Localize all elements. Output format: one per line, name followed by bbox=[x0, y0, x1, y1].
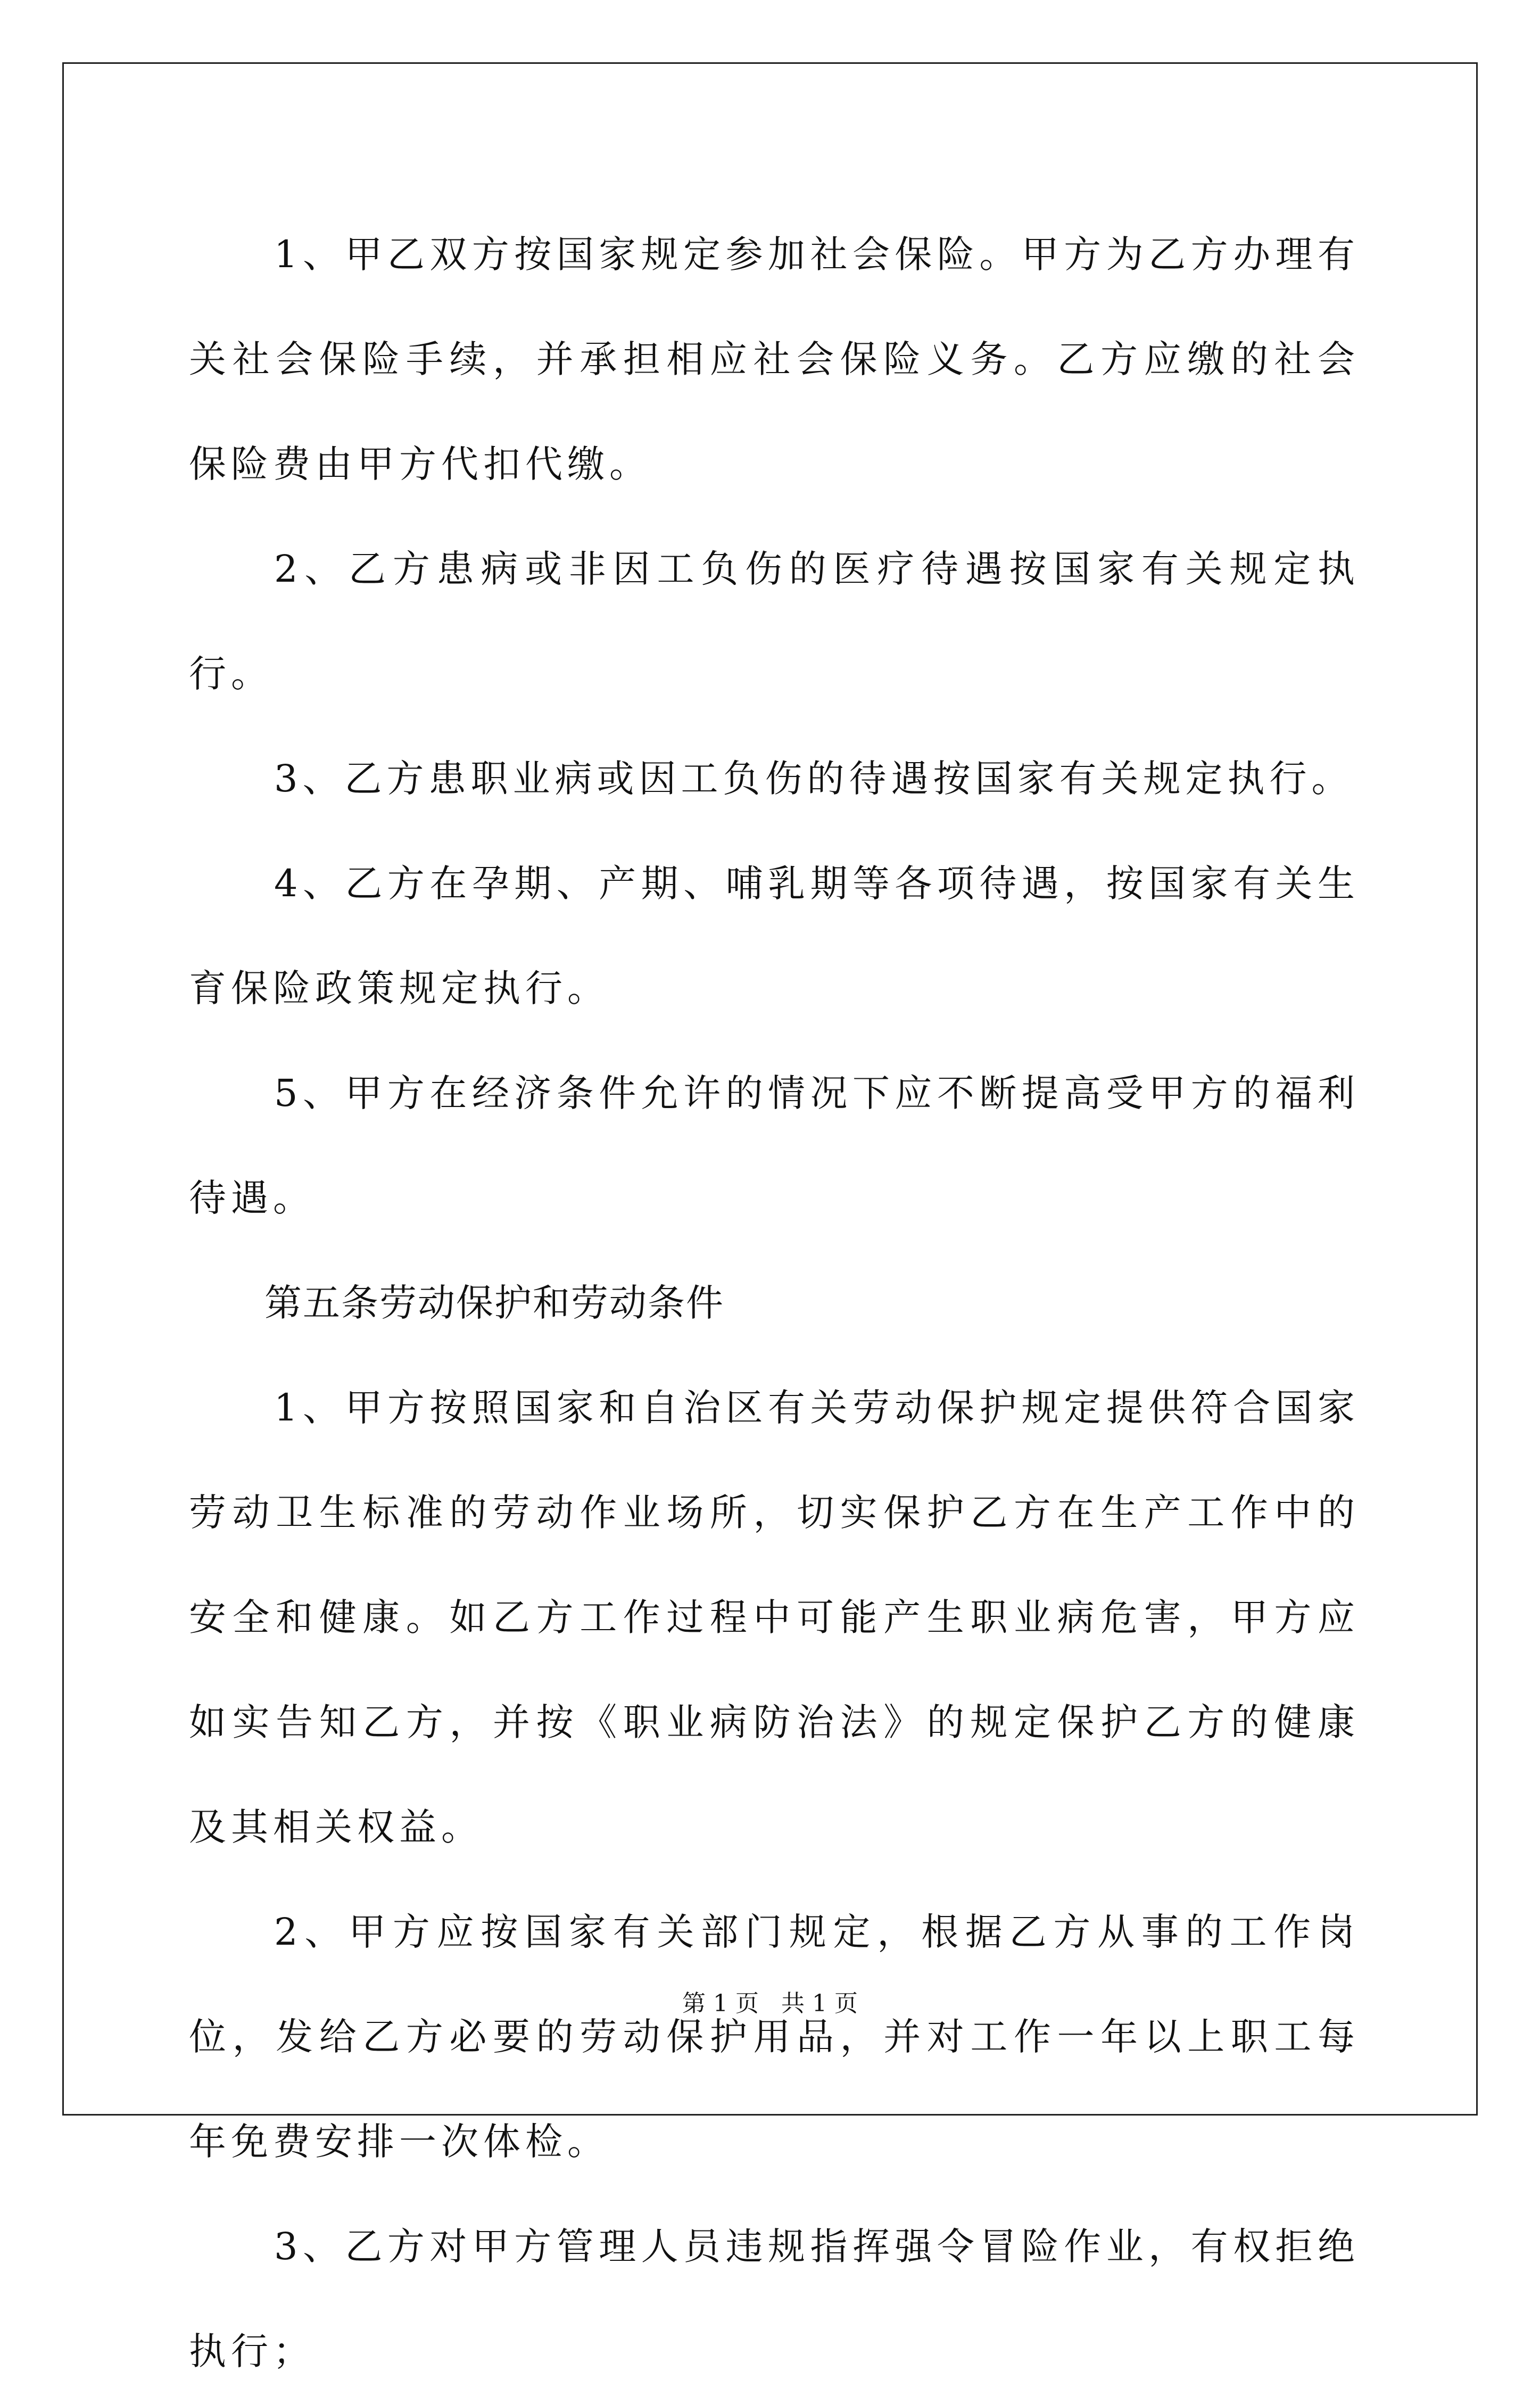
page-number: 第 1 页 bbox=[682, 1990, 759, 2017]
paragraph: 5、甲方在经济条件允许的情况下应不断提高受甲方的福利待遇。 bbox=[189, 1071, 1360, 1220]
paragraph: 1、甲方按照国家和自治区有关劳动保护规定提供符合国家劳动卫生标准的劳动作业场所，切实保护乙方在生产工作中的安全和健康。如乙方工作过程中可能产生职业病危害，甲方应如实告知乙方，并按《职业病防治法》的规定保护乙方的健康及其相关权益。 bbox=[189, 1386, 1360, 1849]
page-total: 共 1 页 bbox=[781, 1990, 858, 2017]
paragraph: 3、乙方对甲方管理人员违规指挥强令冒险作业，有权拒绝执行； bbox=[189, 2225, 1360, 2373]
paragraph: 2、甲方应按国家有关部门规定，根据乙方从事的工作岗位，发给乙方必要的劳动保护用品，并对工作一年以上职工每年免费安排一次体检。 bbox=[189, 1910, 1360, 2163]
paragraph: 3、乙方患职业病或因工负伤的待遇按国家有关规定执行。 bbox=[274, 757, 1354, 800]
document-body bbox=[189, 202, 1360, 2404]
paragraph: 4、乙方在孕期、产期、哺乳期等各项待遇，按国家有关生育保险政策规定执行。 bbox=[189, 862, 1360, 1010]
page-footer bbox=[0, 1988, 1540, 2020]
section-heading: 第五条劳动保护和劳动条件 bbox=[264, 1281, 724, 1325]
paragraph: 2、乙方患病或非因工负伤的医疗待遇按国家有关规定执行。 bbox=[189, 547, 1360, 696]
paragraph: 1、甲乙双方按国家规定参加社会保险。甲方为乙方办理有关社会保险手续，并承担相应社会保险义务。乙方应缴的社会保险费由甲方代扣代缴。 bbox=[189, 233, 1360, 486]
